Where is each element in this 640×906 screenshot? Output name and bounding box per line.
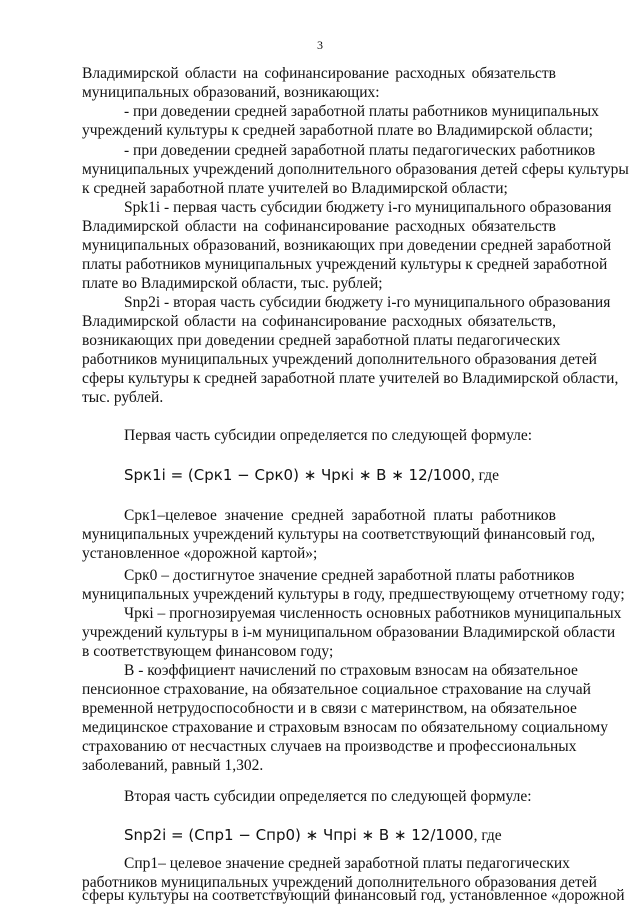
text-line: сферы культуры на соответствующий финансовый год, установленное «дорожной (82, 887, 625, 904)
text-line: муниципальных образований, возникающих: (82, 84, 380, 101)
text-line: страхованию от несчастных случаев на производстве и профессиональных (82, 738, 577, 755)
text-line: установленное «дорожной картой»; (82, 545, 318, 562)
text-line: муниципальных учреждений дополнительного образования детей сферы культуры (82, 161, 629, 178)
text-line: - при доведении средней заработной платы педагогических работников (124, 142, 596, 159)
text-line: медицинское страхование и страховым взносам по обязательному социальному (82, 719, 608, 736)
text-line: Владимирской области на софинансирование расходных обязательств, (82, 313, 556, 330)
text-line: муниципальных учреждений культуры в году, предшествующему отчетному году; (82, 586, 625, 603)
formula-intro: Первая часть субсидии определяется по следующей формуле: (124, 427, 533, 444)
text-line: в соответствующем финансовом году; (82, 643, 334, 660)
text-line: работников муниципальных учреждений дополнительного образования детей (82, 874, 597, 891)
formula-intro: Вторая часть субсидии определяется по следующей формуле: (124, 788, 532, 805)
text-line: В - коэффициент начислений по страховым взносам на обязательное (124, 662, 578, 679)
text-line: Срк0 – достигнутое значение средней заработной платы работников (124, 567, 575, 584)
text-line: заболеваний, равный 1,302. (82, 757, 264, 774)
text-line: плате во Владимирской области, тыс. рублей; (82, 275, 383, 292)
formula-expression: Snp2i = (Спр1 − Спр0) ∗ Чпрi ∗ В ∗ 12/1000 (124, 826, 474, 844)
text-line: Чркi – прогнозируемая численность основных работников муниципальных (124, 605, 622, 622)
formula-first-part (124, 466, 499, 485)
text-line: к средней заработной плате учителей во Владимирской области; (82, 180, 508, 197)
text-line: тыс. рублей. (82, 389, 164, 406)
text-line: пенсионное страхование, на обязательное социальное страхование на случай (82, 681, 591, 698)
text-line: учреждений культуры в i-м муниципальном образовании Владимирской области (82, 624, 616, 641)
text-line: возникающих при доведении средней заработной платы педагогических (82, 332, 561, 349)
formula-tail: , где (470, 467, 499, 484)
text-line: платы работников муниципальных учреждений культуры к средней заработной (82, 256, 608, 273)
formula-expression: Spк1i = (Срк1 − Срк0) ∗ Чркi ∗ В ∗ 12/1000 (124, 466, 471, 484)
text-line: работников муниципальных учреждений дополнительного образования детей (82, 351, 597, 368)
text-line: - при доведении средней заработной платы работников муниципальных (124, 103, 599, 120)
formula-tail: , где (473, 827, 502, 844)
text-line: Владимирской области на софинансирование расходных обязательств (82, 218, 556, 235)
text-line: временной нетрудоспособности и в связи с материнством, на обязательное (82, 700, 577, 717)
text-line: Snp2i - вторая часть субсидии бюджету i-го муниципального образования (124, 294, 611, 311)
text-line: Владимирской области на софинансирование расходных обязательств (82, 65, 556, 82)
formula-second-part (124, 826, 502, 845)
text-line: сферы культуры к средней заработной плате учителей во Владимирской области, (82, 370, 619, 387)
text-line: Срк1–целевое значение средней заработной платы работников (124, 507, 556, 524)
page-number: 3 (317, 38, 323, 52)
text-line: муниципальных учреждений культуры на соответствующий финансовый год, (82, 526, 596, 543)
text-line: муниципальных образований, возникающих при доведении средней заработной (82, 237, 612, 254)
text-line: Спр1– целевое значение средней заработной платы педагогических (124, 855, 570, 872)
text-line: Spk1i - первая часть субсидии бюджету i-го муниципального образования (124, 199, 612, 216)
text-line: учреждений культуры к средней заработной плате во Владимирской области; (82, 122, 593, 139)
